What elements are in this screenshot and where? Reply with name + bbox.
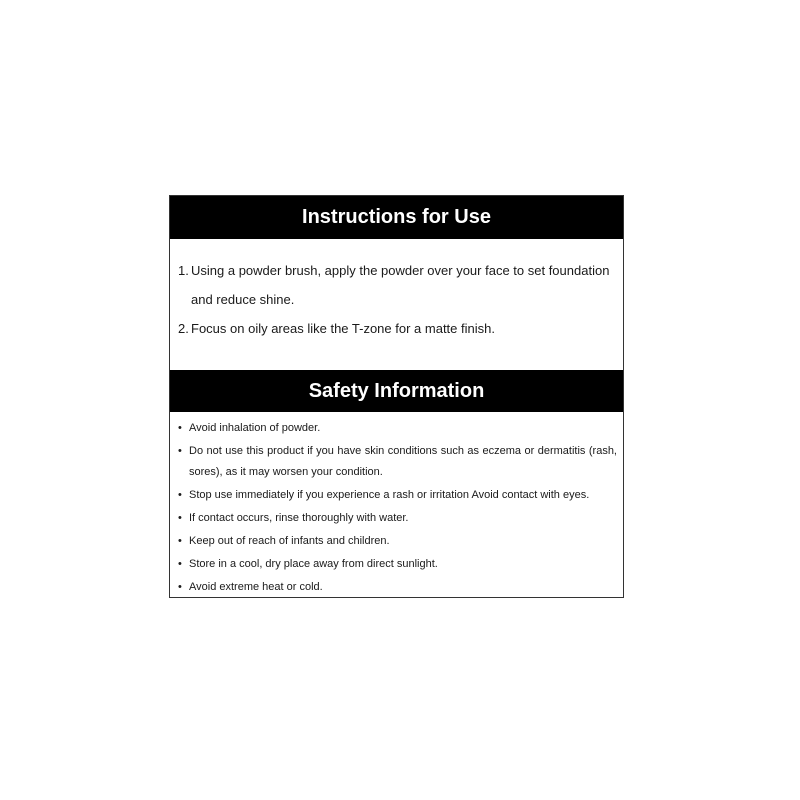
safety-item (178, 418, 617, 439)
instructions-list (170, 239, 623, 370)
safety-title: Safety Information (170, 370, 623, 412)
step-text: Using a powder brush, apply the powder over your face to set foundation and reduce shine. (191, 263, 610, 307)
instruction-step (178, 256, 623, 314)
safety-item (178, 441, 617, 483)
safety-item (178, 554, 617, 575)
instructions-title: Instructions for Use (170, 196, 623, 239)
safety-item-text: Avoid inhalation of powder. (189, 422, 321, 434)
info-card (169, 195, 624, 598)
bullet-icon: • (178, 581, 182, 593)
instruction-step (178, 314, 623, 343)
bullet-icon: • (178, 489, 182, 501)
safety-item-text: Avoid extreme heat or cold. (189, 581, 323, 593)
bullet-icon: • (178, 512, 182, 524)
bullet-icon: • (178, 445, 182, 457)
safety-item-text: Keep out of reach of infants and children. (189, 535, 390, 547)
step-number: 1. (178, 263, 189, 278)
safety-item (178, 531, 617, 552)
safety-item (178, 577, 617, 598)
safety-item (178, 485, 617, 506)
safety-item-text: Stop use immediately if you experience a rash or irritation Avoid contact with eyes. (189, 489, 590, 501)
step-text: Focus on oily areas like the T-zone for a matte finish. (191, 321, 495, 336)
safety-list (170, 412, 623, 598)
bullet-icon: • (178, 535, 182, 547)
safety-item-text: Do not use this product if you have skin conditions such as eczema or dermatitis (rash, sores), as it may worsen your condition. (189, 445, 617, 478)
safety-item (178, 508, 617, 529)
safety-item-text: If contact occurs, rinse thoroughly with water. (189, 512, 409, 524)
step-number: 2. (178, 321, 189, 336)
bullet-icon: • (178, 558, 182, 570)
safety-item-text: Store in a cool, dry place away from direct sunlight. (189, 558, 438, 570)
bullet-icon: • (178, 422, 182, 434)
